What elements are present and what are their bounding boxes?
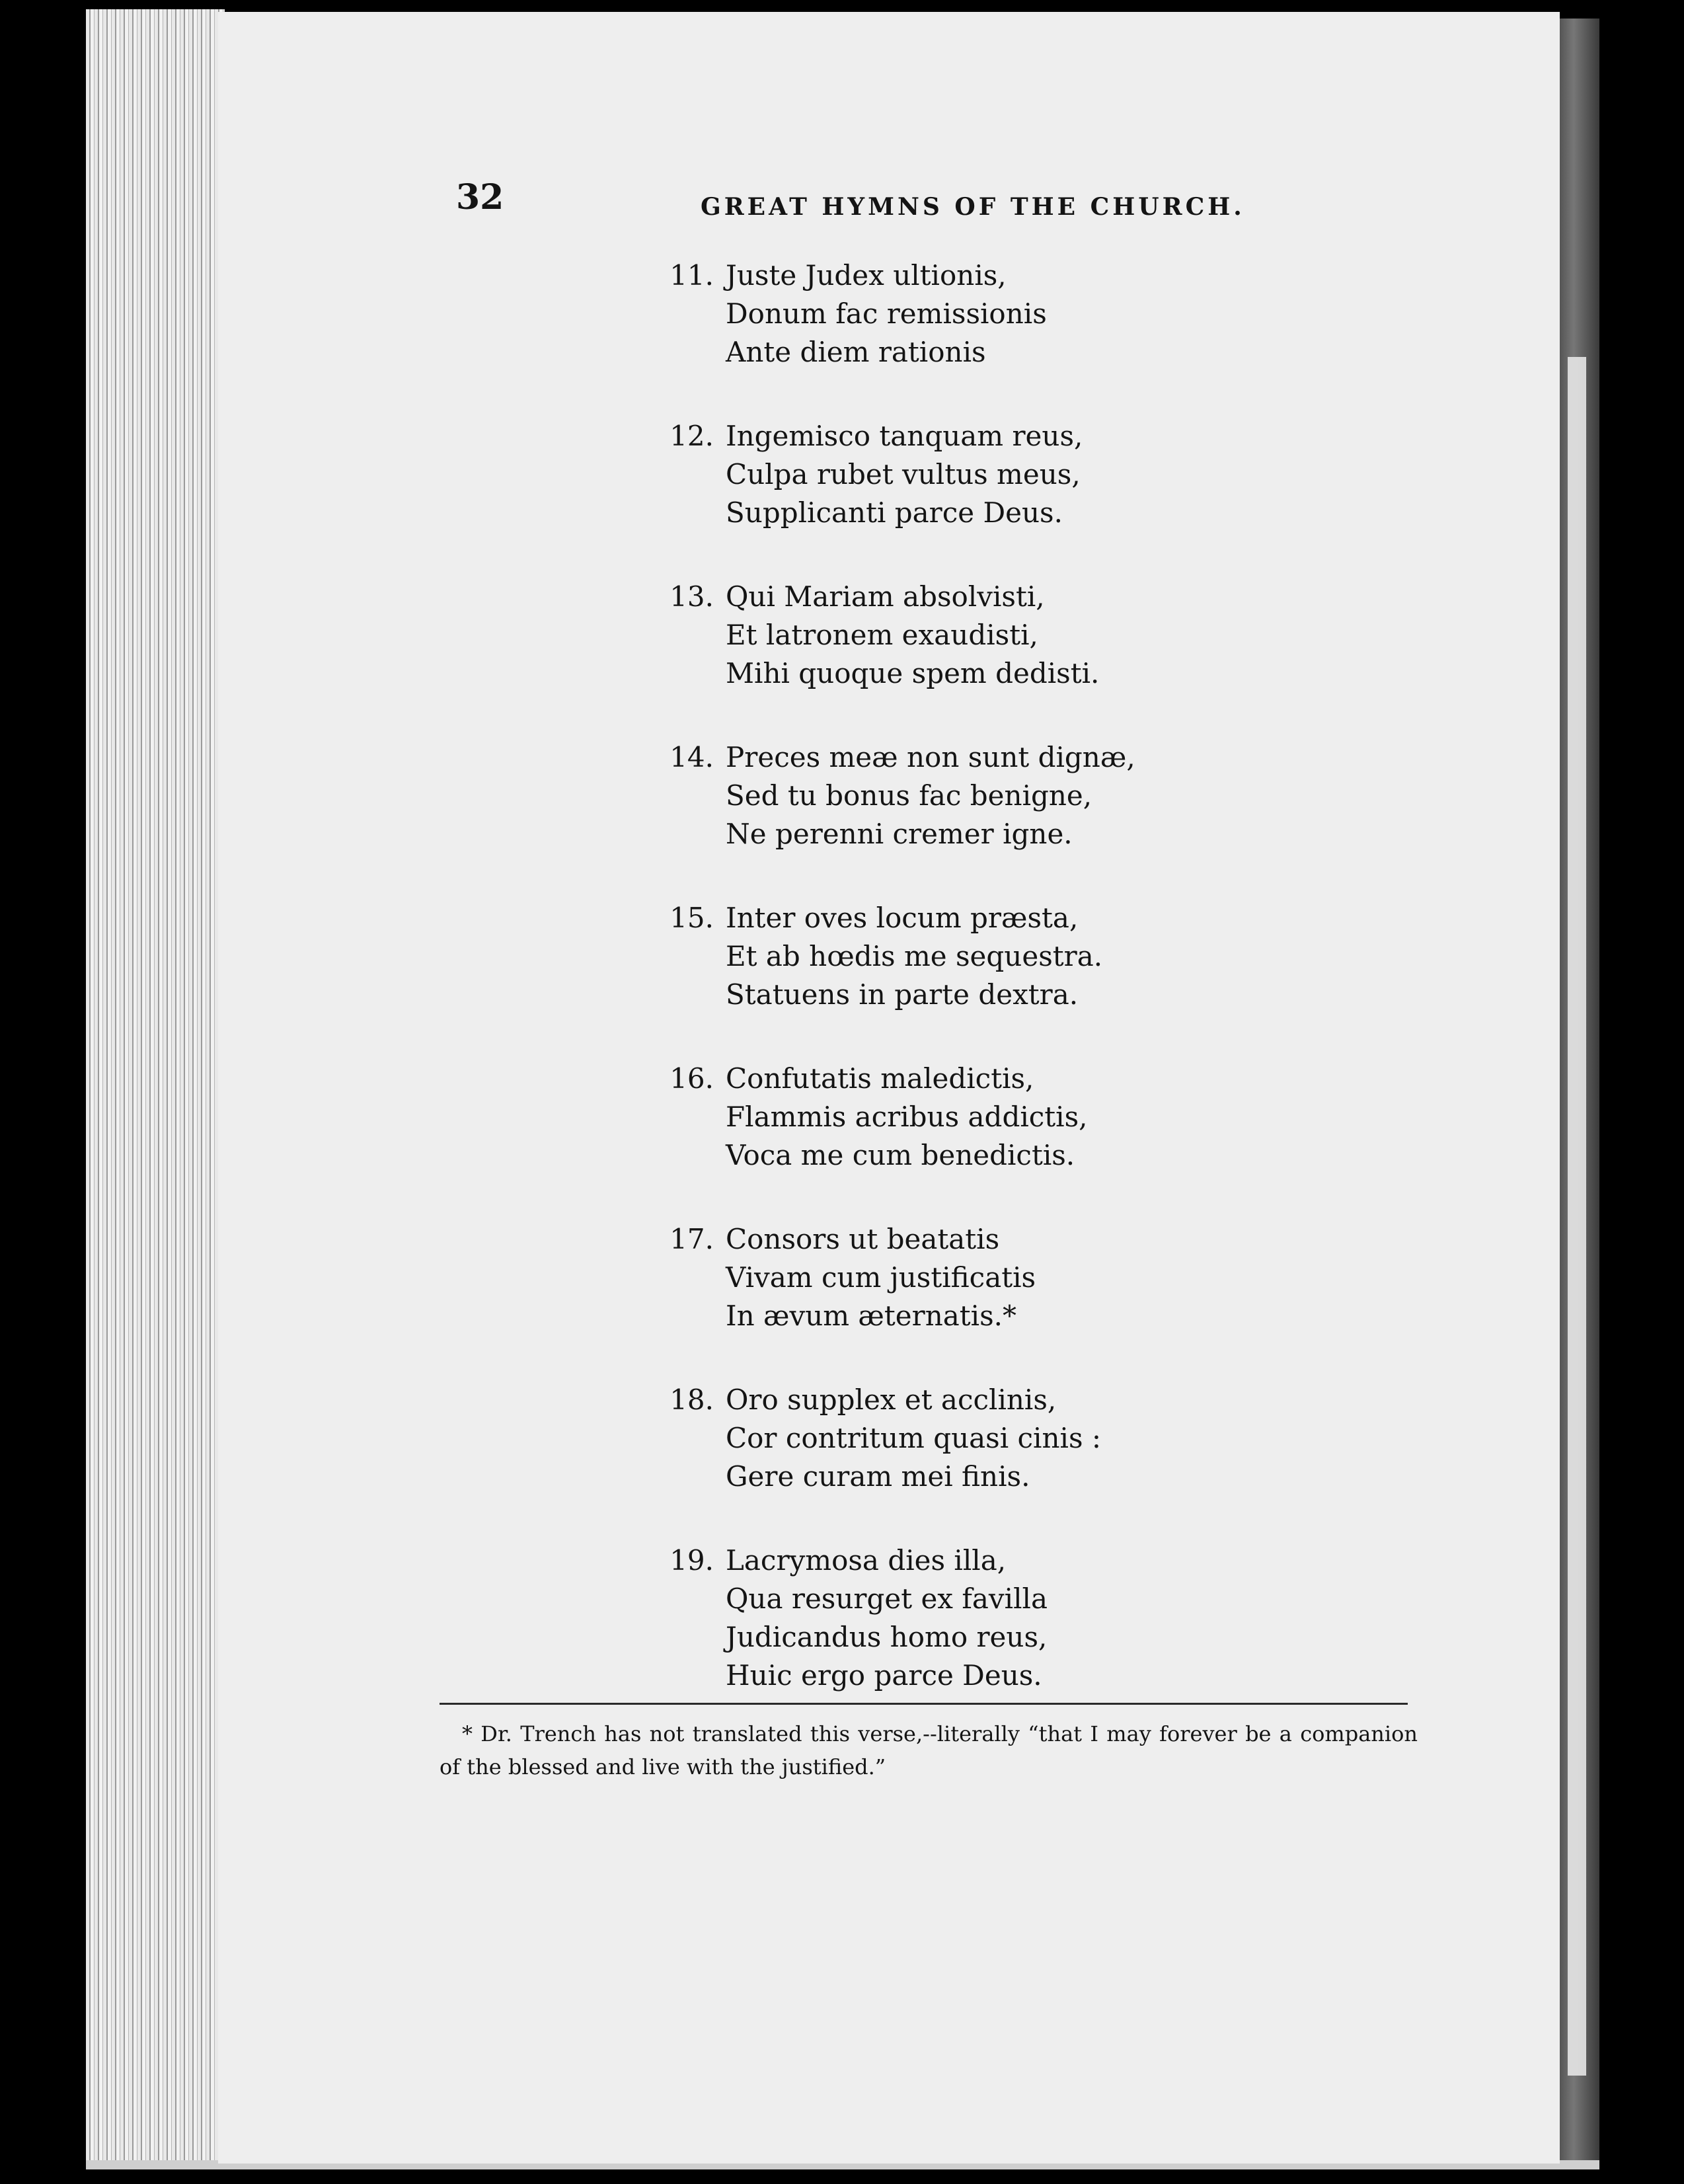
verse-line: Juste Judex ultionis, <box>726 259 1007 292</box>
verse-line: Qui Mariam absolvisti, <box>726 580 1045 613</box>
verse-line: Et ab hœdis me sequestra. <box>726 940 1103 972</box>
verse-line: Vivam cum justificatis <box>726 1261 1036 1294</box>
verse-line: Sed tu bonus fac benigne, <box>726 779 1092 812</box>
verse <box>654 1220 1447 1381</box>
verse-line: Statuens in parte dextra. <box>726 978 1079 1011</box>
verse-number: 18. <box>670 1384 714 1416</box>
verse-lines <box>726 256 1047 371</box>
verse-lines <box>726 1060 1088 1175</box>
verse-line: Confutatis maledictis, <box>726 1062 1034 1095</box>
verse-line: Ne perenni cremer igne. <box>726 818 1073 850</box>
verse-lines <box>726 1541 1048 1695</box>
verse-lines <box>726 1220 1036 1335</box>
verse-lines <box>726 1381 1101 1496</box>
footnote: * Dr. Trench has not translated this verse,--literally “that I may forever be a companion of the blessed and live with the justified.” <box>440 1721 1418 1779</box>
verse-number: 12. <box>670 420 714 452</box>
verse-line: Judicandus homo reus, <box>726 1621 1048 1653</box>
verse-line: Et latronem exaudisti, <box>726 619 1038 651</box>
right-page-edge-highlight <box>1568 357 1586 2076</box>
verse-line: Voca me cum benedictis. <box>726 1139 1075 1171</box>
verse <box>654 1060 1447 1220</box>
verse <box>654 256 1447 417</box>
verse-lines <box>726 417 1083 532</box>
verse-lines <box>726 738 1135 853</box>
verse-number: 17. <box>670 1223 714 1255</box>
verse-line: Huic ergo parce Deus. <box>726 1659 1042 1692</box>
verse-line: Mihi quoque spem dedisti. <box>726 657 1100 689</box>
verse-number: 16. <box>670 1062 714 1095</box>
verse-line: Qua resurget ex favilla <box>726 1582 1048 1615</box>
verse-line: Donum fac remissionis <box>726 297 1047 330</box>
verse-line: Consors ut beatatis <box>726 1223 1000 1255</box>
verse-number: 11. <box>670 259 714 292</box>
verse-number: 19. <box>670 1544 714 1577</box>
verse-line: Culpa rubet vultus meus, <box>726 458 1081 490</box>
verse-number: 13. <box>670 580 714 613</box>
verse-line: Supplicanti parce Deus. <box>726 496 1063 529</box>
verse-lines <box>726 578 1099 693</box>
verse-line: Preces meæ non sunt dignæ, <box>726 741 1135 773</box>
verse <box>654 1381 1447 1541</box>
verse-list <box>654 256 1447 1702</box>
verse-number: 14. <box>670 741 714 773</box>
verse <box>654 578 1447 738</box>
verse-line: Ante diem rationis <box>726 336 986 368</box>
verse-lines <box>726 899 1102 1014</box>
verse-line: Oro supplex et acclinis, <box>726 1384 1057 1416</box>
running-head: GREAT HYMNS OF THE CHURCH. <box>701 193 1245 221</box>
footnote-rule <box>440 1703 1408 1705</box>
verse-number: 15. <box>670 902 714 934</box>
page-number: 32 <box>456 177 504 217</box>
verse-line: Lacrymosa dies illa, <box>726 1544 1007 1577</box>
verse-line: Inter oves locum præsta, <box>726 902 1079 934</box>
verse <box>654 738 1447 899</box>
verse-line: In ævum æternatis.* <box>726 1300 1017 1332</box>
page-stack-edges <box>86 9 225 2167</box>
verse-line: Cor contritum quasi cinis : <box>726 1422 1102 1454</box>
verse-line: Flammis acribus addictis, <box>726 1101 1088 1133</box>
verse <box>654 417 1447 578</box>
verse-line: Ingemisco tanquam reus, <box>726 420 1083 452</box>
verse <box>654 899 1447 1060</box>
verse <box>654 1541 1447 1702</box>
verse-line: Gere curam mei finis. <box>726 1460 1030 1493</box>
